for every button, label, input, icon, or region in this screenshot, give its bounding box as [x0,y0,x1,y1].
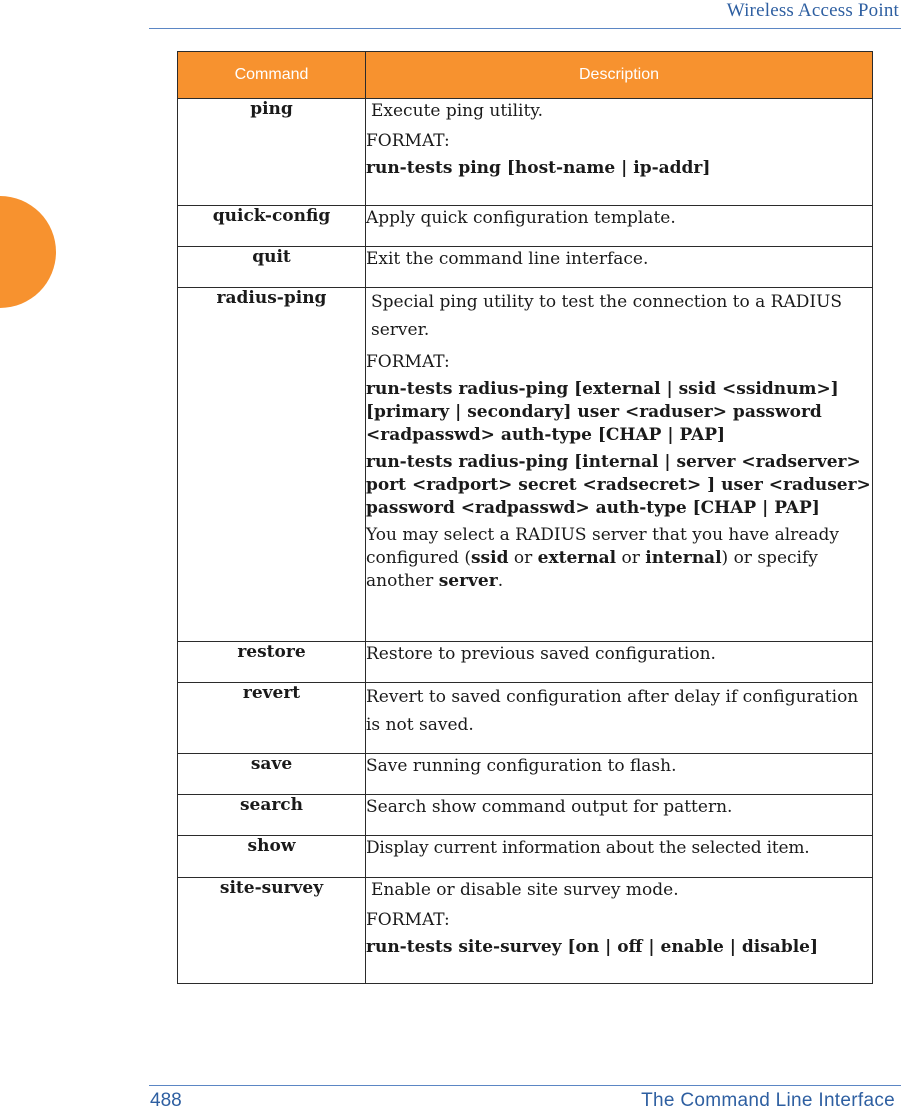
table-row [178,754,873,795]
footer-rule [149,1085,901,1086]
command-description [366,247,873,288]
command-name: ping [178,99,366,206]
header-rule [149,28,901,29]
command-name: revert [178,683,366,754]
footer-section-title: The Command Line Interface [641,1090,895,1111]
column-header-description: Description [366,52,873,99]
command-name: quit [178,247,366,288]
description-text: Apply quick configuration template. [366,208,676,228]
format-label: FORMAT: [366,131,450,151]
table-row [178,288,873,642]
description-text: Save running configuration to flash. [366,756,677,776]
format-label: FORMAT: [366,352,450,372]
table-row [178,836,873,878]
table-row [178,99,873,206]
table-row [178,206,873,247]
description-text: Enable or disable site survey mode. [371,880,679,900]
description-text: Display current information about the selected item. [366,838,810,858]
note-text: ) or specify another [366,548,818,591]
command-name: restore [178,642,366,683]
format-label: FORMAT: [366,910,450,930]
page-number: 488 [150,1090,182,1111]
format-syntax: run-tests radius-ping [external | ssid <ssidnum>] [primary | secondary] user <raduser> password <radpasswd> auth-type [CHAP | PAP] [366,379,839,445]
command-description [366,99,873,206]
note-keyword: server [438,571,498,591]
description-text: Restore to previous saved configuration. [366,644,716,664]
chapter-tab-marker [0,196,56,308]
note-text: or [508,548,538,568]
description-text: Search show command output for pattern. [366,797,733,817]
table-row [178,247,873,288]
description-text: Revert to saved configuration after delay if configuration is not saved. [366,687,859,735]
note-text: . [497,571,504,591]
command-table [177,51,873,984]
command-name: quick-config [178,206,366,247]
note-text: or [616,548,646,568]
format-syntax: run-tests radius-ping [internal | server <radserver> port <radport> secret <radsecret> ] user <raduser> password <radpasswd> auth-type [CHAP | PAP] [366,452,871,518]
note-keyword: ssid [470,548,509,568]
note-text: You may select a RADIUS server that you have already configured ( [366,525,839,568]
description-text: Special ping utility to test the connection to a RADIUS server. [371,292,843,340]
table-row [178,878,873,984]
command-name: save [178,754,366,795]
command-description [366,642,873,683]
command-name: radius-ping [178,288,366,642]
table-row [178,795,873,836]
command-name: search [178,795,366,836]
note-keyword: internal [645,548,722,568]
usage-note [366,524,872,593]
table-header-row [178,52,873,99]
format-syntax: run-tests ping [host-name | ip-addr] [366,158,711,178]
command-description [366,206,873,247]
command-description [366,878,873,984]
running-header-title: Wireless Access Point [726,0,899,21]
command-name: show [178,836,366,878]
command-description [366,795,873,836]
note-keyword: external [537,548,617,568]
command-name: site-survey [178,878,366,984]
description-text: Execute ping utility. [371,101,544,121]
table-row [178,683,873,754]
command-description [366,754,873,795]
command-description [366,288,873,642]
format-syntax: run-tests site-survey [on | off | enable | disable] [366,937,819,957]
table-row [178,642,873,683]
column-header-command: Command [178,52,366,99]
description-text: Exit the command line interface. [366,249,649,269]
command-description [366,683,873,754]
command-description [366,836,873,878]
